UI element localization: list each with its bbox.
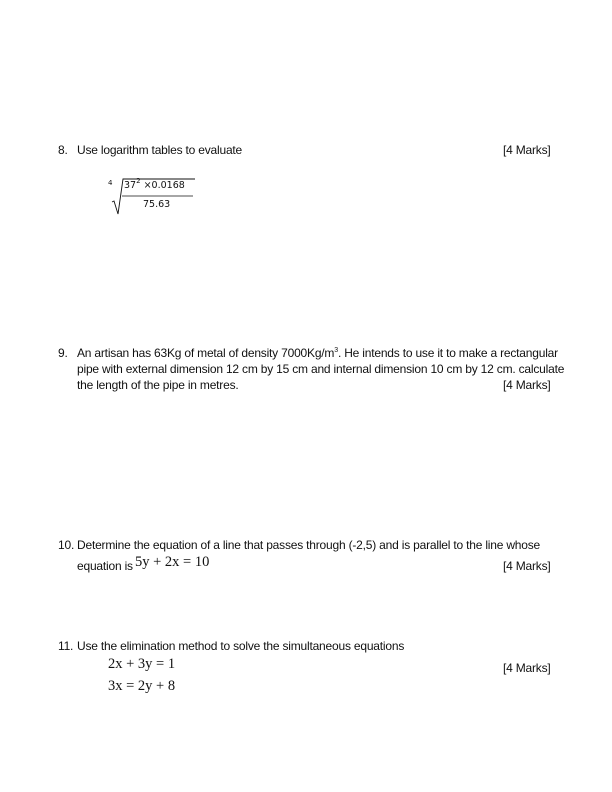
question-text: Use logarithm tables to evaluate — [77, 143, 243, 157]
question-text: Use the elimination method to solve the simultaneous equations — [77, 639, 405, 653]
equation-2: 3x = 2y + 8 — [108, 678, 176, 694]
question-number: 10. — [58, 538, 75, 552]
question-text-line-2: pipe with external dimension 12 cm by 15 cm and internal dimension 10 cm by 12 cm. calculate — [77, 362, 565, 376]
question-text-line-1: Determine the equation of a line that passes through (-2,5) and is parallel to the line whose — [77, 538, 541, 552]
fraction-denominator: 75.63 — [143, 199, 171, 210]
question-text-line-1: An artisan has 63Kg of metal of density $7000Kg/m^3$. He intends to use it to make a rectangular — [77, 346, 558, 360]
line-equation: 5y + 2x = 10 — [135, 554, 210, 570]
marks-label: [4 Marks] — [503, 143, 551, 157]
question-number: 11. — [58, 639, 74, 653]
question-text-line-3: the length of the pipe in metres. — [77, 378, 239, 392]
root-index: 4 — [108, 179, 113, 187]
marks-label: [4 Marks] — [503, 661, 551, 675]
question-number: 8. — [58, 143, 68, 157]
question-text-line-2: equation is — [77, 559, 133, 573]
fraction-numerator: $37^2 \times 0.0168$ — [124, 177, 185, 191]
question-number: 9. — [58, 346, 68, 360]
equation-1: 2x + 3y = 1 — [108, 656, 176, 672]
marks-label: [4 Marks] — [503, 559, 551, 573]
marks-label: [4 Marks] — [503, 378, 551, 392]
